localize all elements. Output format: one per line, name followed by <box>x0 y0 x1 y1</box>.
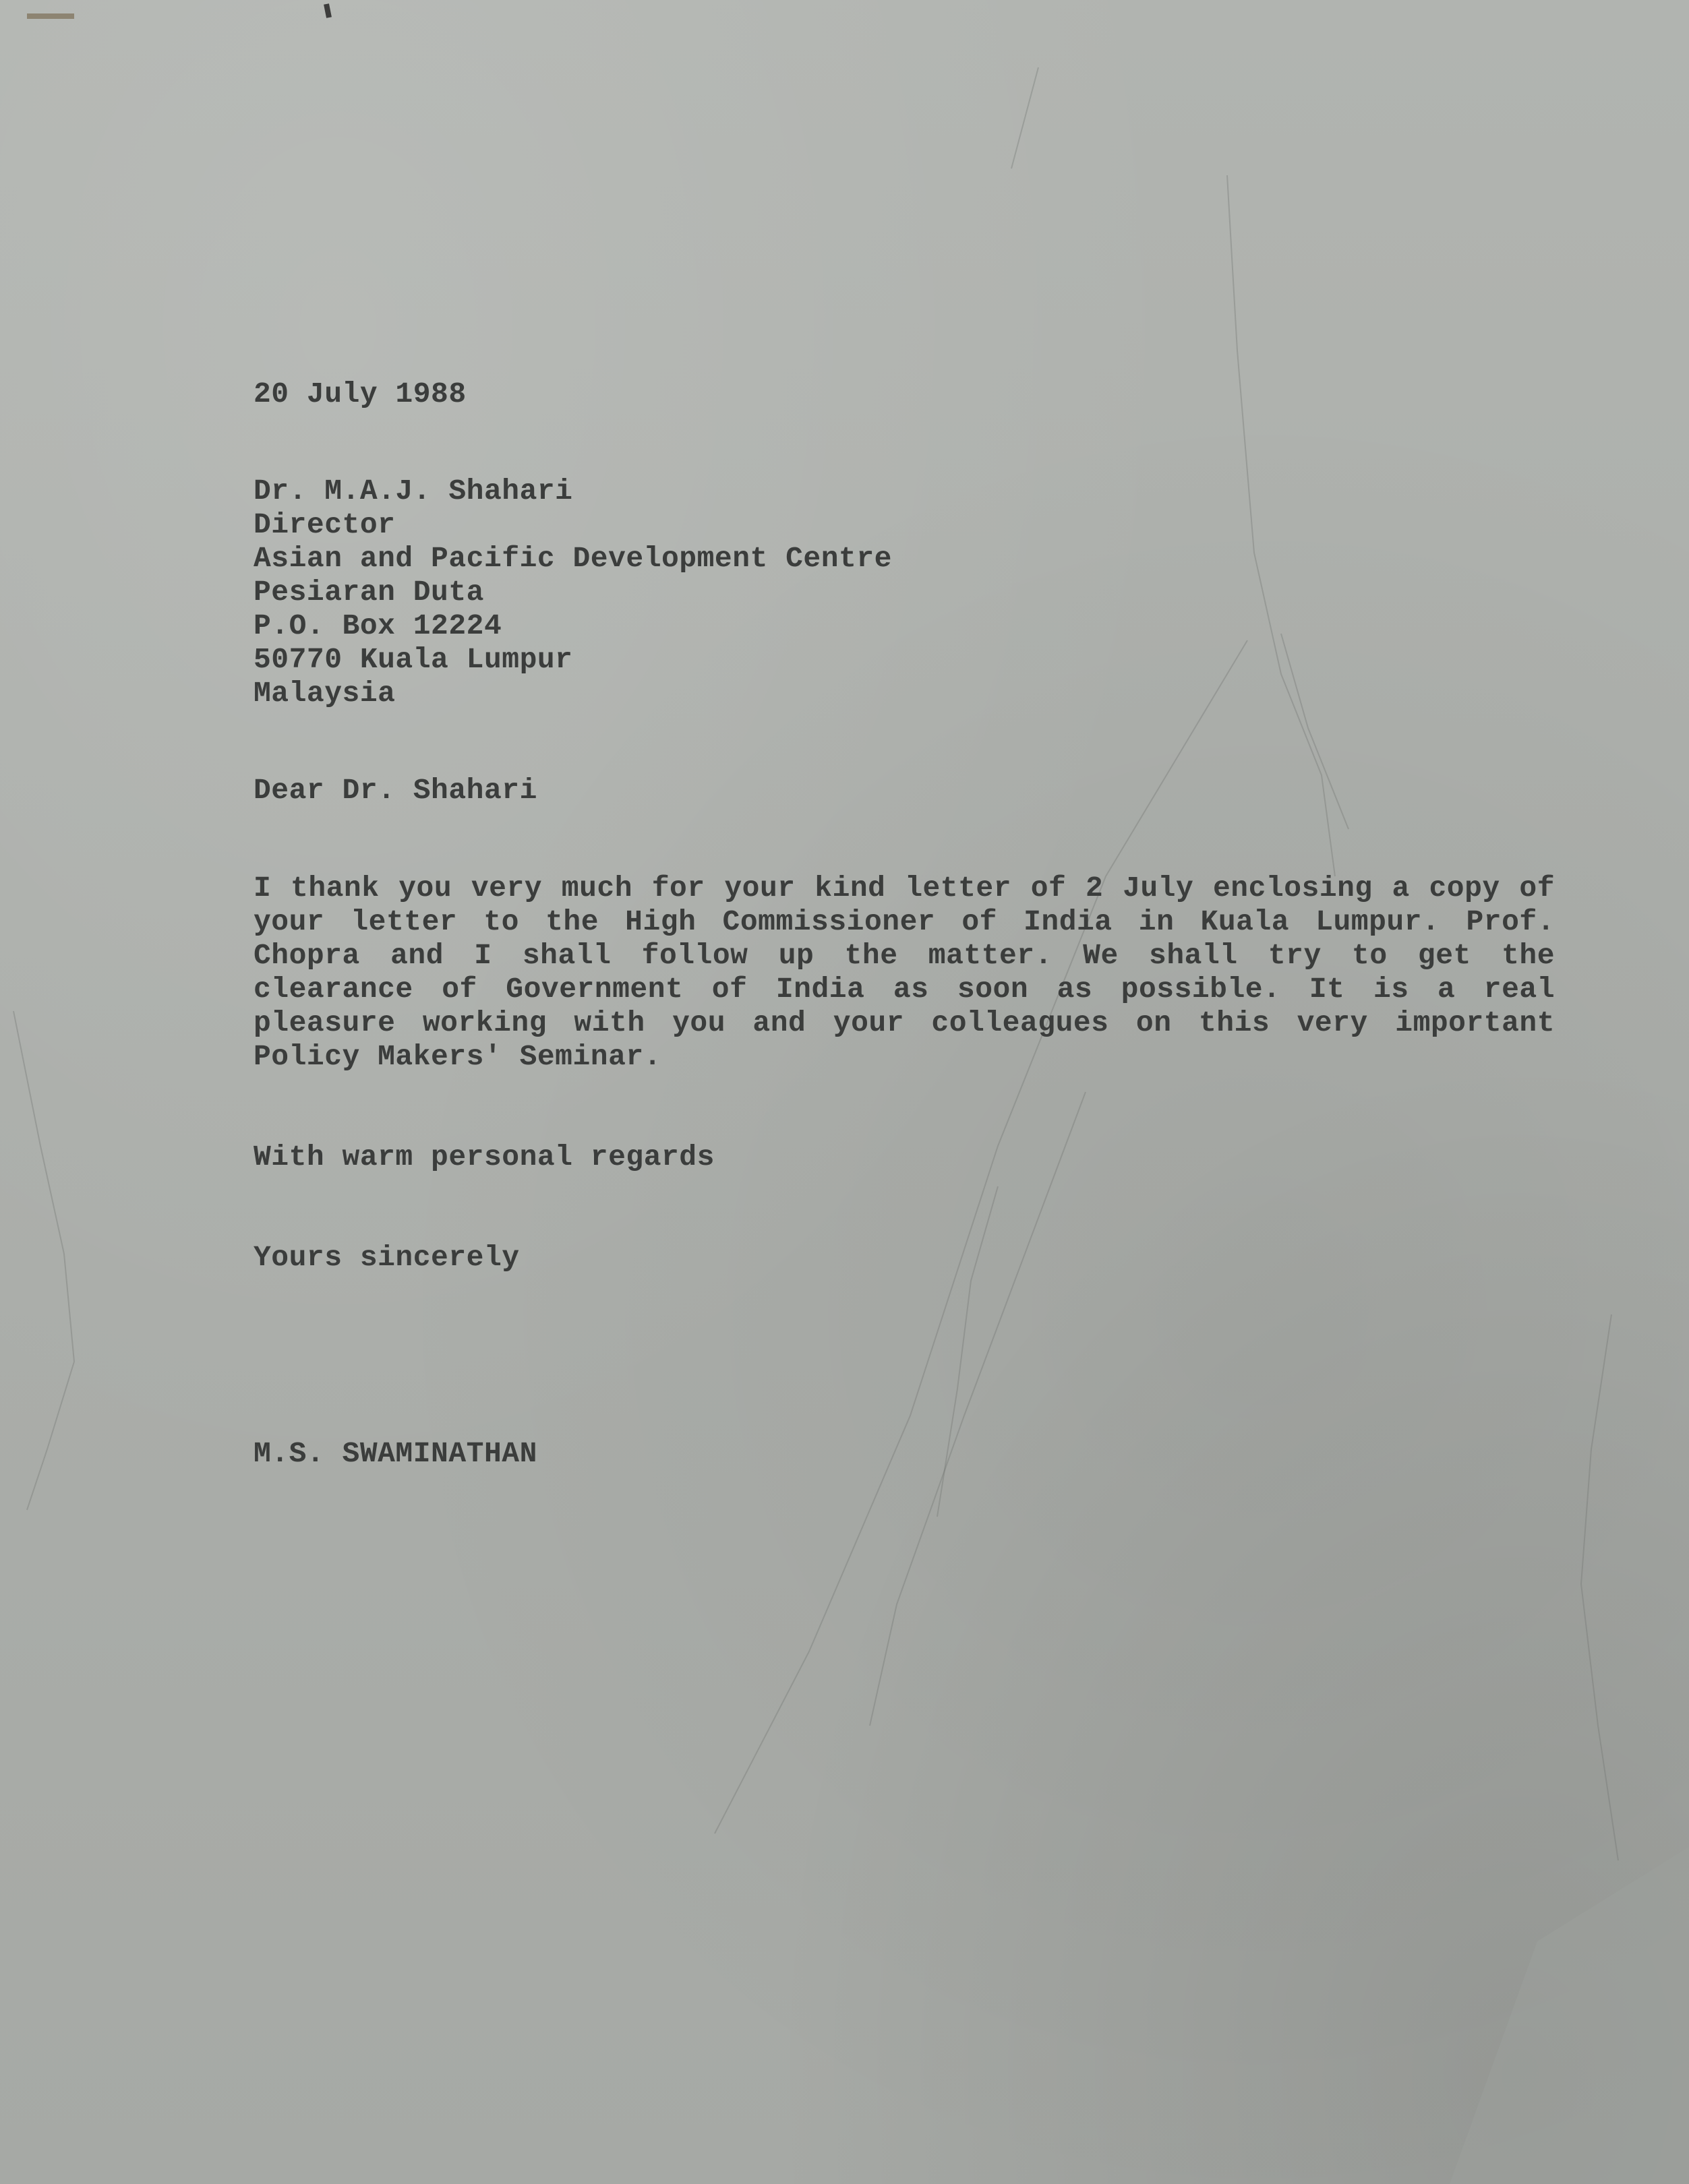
recipient-country: Malaysia <box>254 677 396 710</box>
recipient-title: Director <box>254 508 396 541</box>
closing-regards: With warm personal regards <box>254 1141 715 1174</box>
letter-body: I thank you very much for your kind letter of 2 July enclosing a copy of your letter to the High Commissioner of India in Kuala Lumpur. Prof. Chopra and I shall follow up the matter. We shall try to get the clearance of Government of India as soon as possible. It is a real pleasure working with you and your colleagues on this very important Policy Makers' Seminar. <box>254 872 1555 1073</box>
recipient-city: 50770 Kuala Lumpur <box>254 643 573 676</box>
recipient-address <box>254 475 1555 710</box>
salutation: Dear Dr. Shahari <box>254 774 537 807</box>
letter-content <box>254 377 1555 1471</box>
recipient-organization: Asian and Pacific Development Centre <box>254 542 892 575</box>
recipient-street: Pesiaran Duta <box>254 576 484 609</box>
letter-date: 20 July 1988 <box>254 377 467 411</box>
signatory-name: M.S. SWAMINATHAN <box>254 1437 537 1470</box>
sign-off: Yours sincerely <box>254 1241 520 1274</box>
recipient-po-box: P.O. Box 12224 <box>254 609 502 642</box>
recipient-name: Dr. M.A.J. Shahari <box>254 475 573 508</box>
